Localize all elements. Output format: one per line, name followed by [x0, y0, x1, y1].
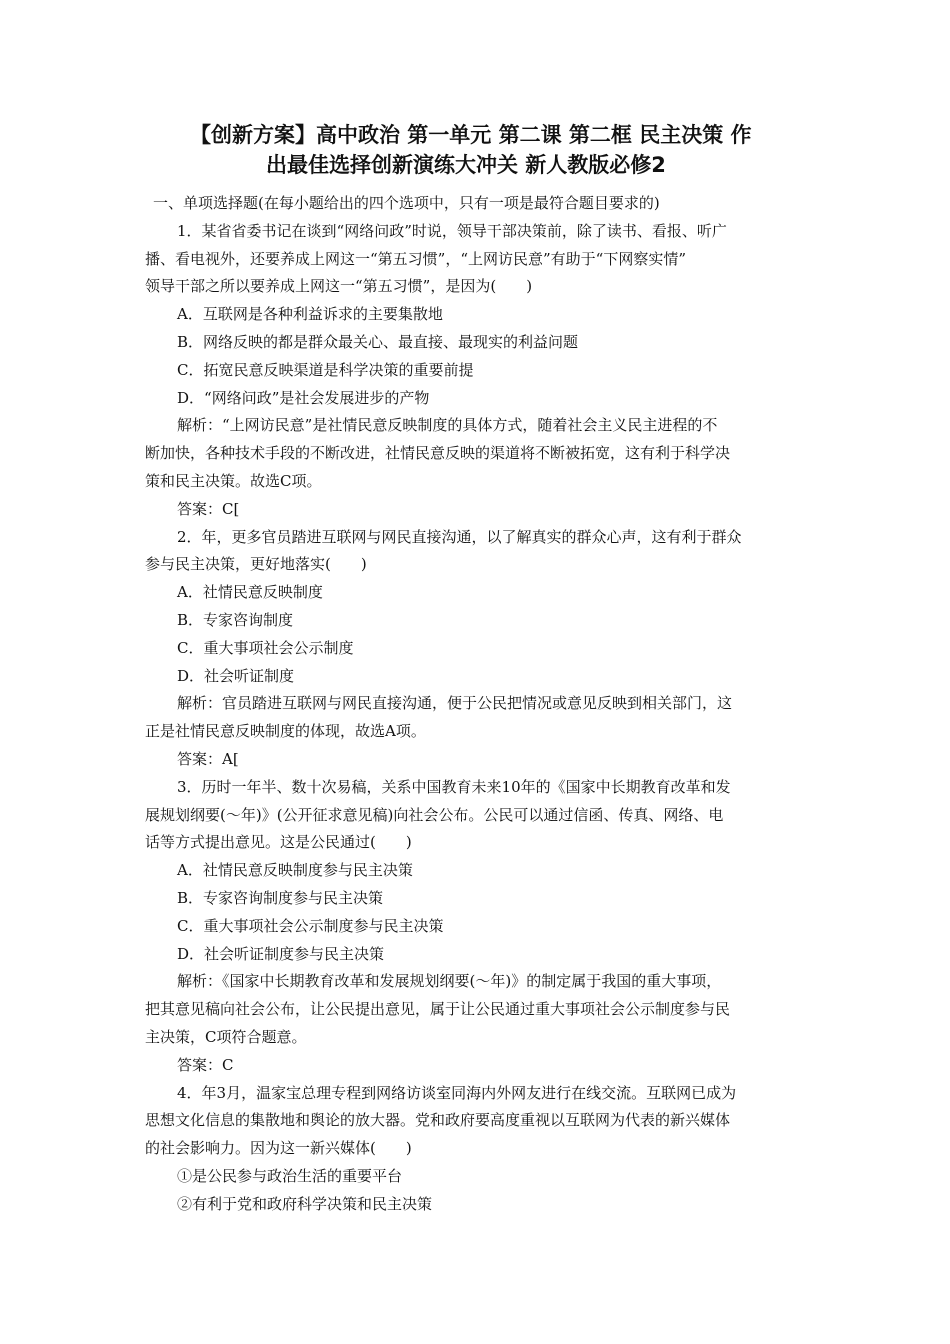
text-line: 的社会影响力。因为这一新兴媒体( )	[145, 1139, 412, 1158]
text-line: 答案：C	[177, 1055, 234, 1074]
document-title	[140, 120, 820, 180]
section-heading: 一、单项选择题(在每小题给出的四个选项中，只有一项是最符合题目要求的)	[153, 194, 660, 212]
text-line: 答案：C[	[177, 499, 240, 518]
text-line: D．社会听证制度	[177, 666, 295, 685]
text-line: D．“网络问政”是社会发展进步的产物	[177, 388, 430, 407]
text-line: 解析：官员踏进互联网与网民直接沟通，便于公民把情况或意见反映到相关部门，这	[177, 694, 733, 713]
document-body	[145, 190, 810, 1218]
text-line: 解析：《国家中长期教育改革和发展规划纲要(～年)》的制定属于我国的重大事项，	[177, 972, 722, 991]
text-line: 答案：A[	[177, 749, 239, 768]
text-line: 播、看电视外，还要养成上网这一“第五习惯”，“上网访民意”有助于“下网察实情”	[145, 249, 687, 268]
text-line: 话等方式提出意见。这是公民通过( )	[145, 833, 412, 852]
text-line: C．重大事项社会公示制度	[177, 638, 354, 657]
text-line: ②有利于党和政府科学决策和民主决策	[177, 1194, 433, 1213]
text-line: A．社情民意反映制度参与民主决策	[177, 861, 413, 880]
text-line: C．重大事项社会公示制度参与民主决策	[177, 916, 444, 935]
text-line: 正是社情民意反映制度的体现，故选A项。	[145, 722, 426, 741]
text-line: A．社情民意反映制度	[177, 583, 323, 602]
text-line: 解析：“上网访民意”是社情民意反映制度的具体方式，随着社会主义民主进程的不	[177, 416, 718, 435]
text-line: D．社会听证制度参与民主决策	[177, 944, 385, 963]
text-line: B．专家咨询制度参与民主决策	[177, 888, 384, 907]
text-line: 展规划纲要(～年)》(公开征求意见稿)向社会公布。公民可以通过信函、传真、网络、电	[145, 805, 724, 824]
text-line: ①是公民参与政治生活的重要平台	[177, 1166, 403, 1185]
text-line: 4．年3月，温家宝总理专程到网络访谈室同海内外网友进行在线交流。互联网已成为	[177, 1083, 737, 1102]
text-line: B．专家咨询制度	[177, 610, 294, 629]
text-line: 参与民主决策，更好地落实( )	[145, 555, 367, 574]
text-line: B．网络反映的都是群众最关心、最直接、最现实的利益问题	[177, 332, 579, 351]
text-lines	[145, 218, 810, 1219]
text-line: 把其意见稿向社会公布，让公民提出意见，属于让公民通过重大事项社会公示制度参与民	[145, 1000, 731, 1019]
text-line: A．互联网是各种利益诉求的主要集散地	[177, 305, 443, 324]
text-line: 策和民主决策。故选C项。	[145, 471, 322, 490]
title-line-2: 出最佳选择创新演练大冲关 新人教版必修2	[266, 153, 666, 177]
text-line: 主决策，C项符合题意。	[145, 1027, 307, 1046]
text-line: 2．年，更多官员踏进互联网与网民直接沟通，以了解真实的群众心声，这有利于群众	[177, 527, 742, 546]
text-line: 1．某省省委书记在谈到“网络问政”时说，领导干部决策前，除了读书、看报、听广	[177, 221, 727, 240]
title-line-1: 【创新方案】高中政治 第一单元 第二课 第二框 民主决策 作	[190, 123, 752, 147]
text-line: C．拓宽民意反映渠道是科学决策的重要前提	[177, 360, 474, 379]
text-line: 断加快，各种技术手段的不断改进，社情民意反映的渠道将不断被拓宽，这有利于科学决	[145, 444, 731, 463]
text-line: 思想文化信息的集散地和舆论的放大器。党和政府要高度重视以互联网为代表的新兴媒体	[145, 1111, 731, 1130]
text-line: 领导干部之所以要养成上网这一“第五习惯”，是因为( )	[145, 277, 533, 296]
text-line: 3．历时一年半、数十次易稿，关系中国教育未来10年的《国家中长期教育改革和发	[177, 777, 731, 796]
